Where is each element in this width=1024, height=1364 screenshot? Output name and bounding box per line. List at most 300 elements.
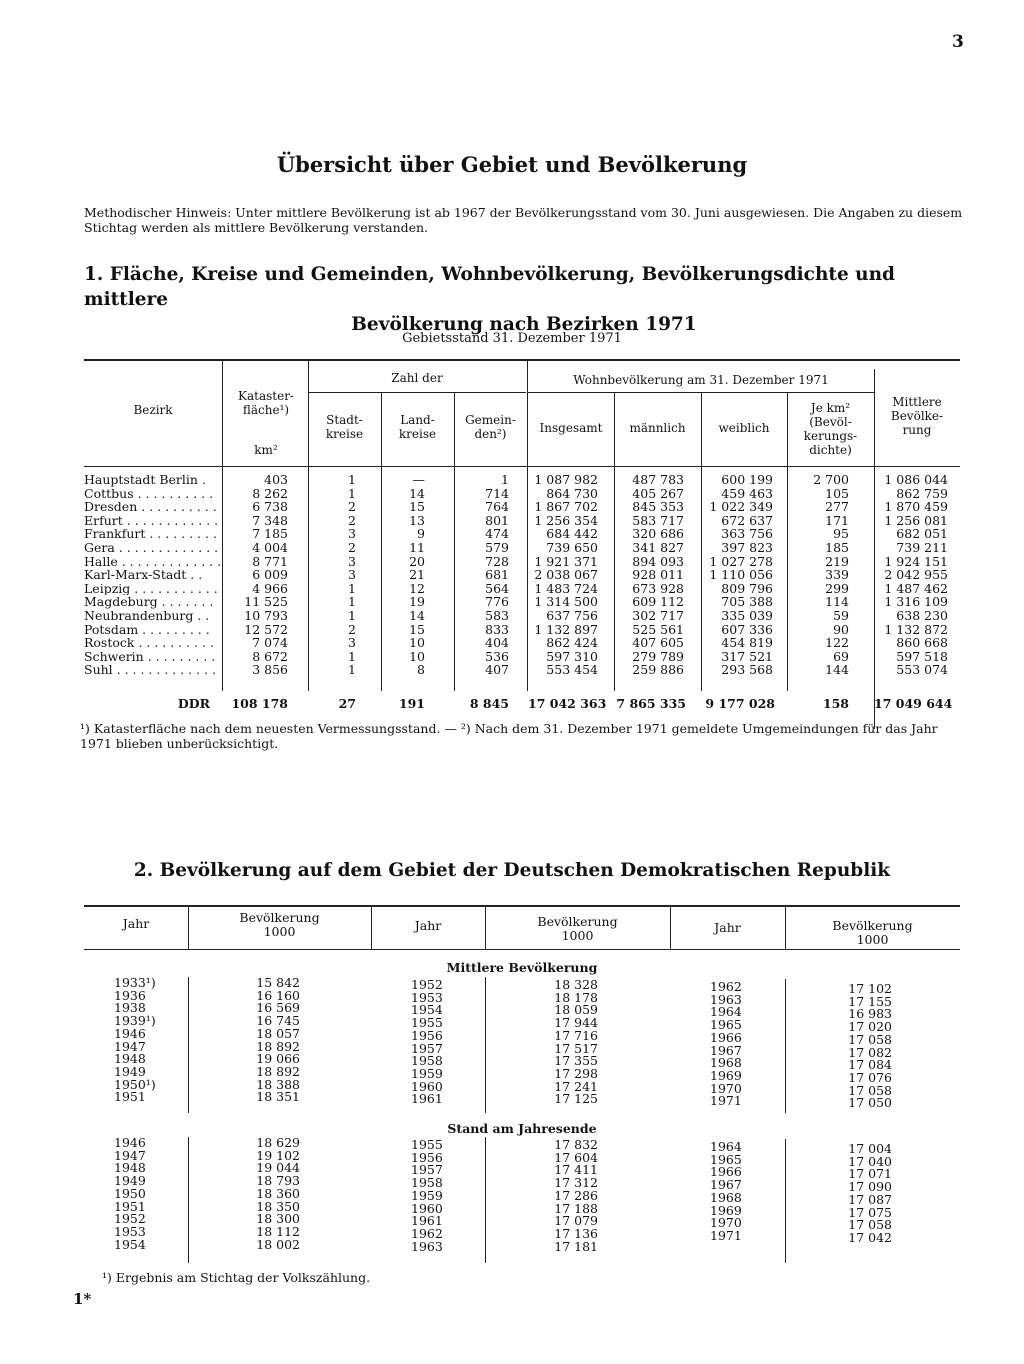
population-cell: 19 044 xyxy=(256,1160,300,1176)
landkreise-cell: — xyxy=(412,472,425,487)
flaeche-cell: 3 856 xyxy=(252,662,288,678)
population-cell: 17 040 xyxy=(848,1153,892,1169)
flaeche-cell: 8 771 xyxy=(252,553,288,569)
year-cell: 1951 xyxy=(114,1089,146,1105)
weiblich-cell: 705 388 xyxy=(721,594,773,610)
mittlere-column xyxy=(874,473,948,677)
insgesamt-cell: 1 256 354 xyxy=(534,512,598,528)
bezirk-cell: Schwerin . . . . . . . . . xyxy=(84,649,216,664)
population-cell: 17 058 xyxy=(848,1217,892,1233)
year-cell: 1957 xyxy=(411,1040,443,1056)
population-cell: 16 160 xyxy=(256,987,300,1003)
population-cell: 16 745 xyxy=(256,1013,300,1029)
bezirk-cell: Leipzig . . . . . . . . . . . xyxy=(84,581,218,596)
table1-zahl-rule xyxy=(308,392,526,393)
table1-footnote: ¹) Katasterfläche nach dem neuesten Vermessungsstand. — ²) Nach dem 31. Dezember 1971 gemeldete Umgemeindungen für das Jahr 1971 blieben unberücksichtigt. xyxy=(80,721,938,751)
population-cell: 17 076 xyxy=(848,1069,892,1085)
insgesamt-cell: 553 454 xyxy=(546,662,598,678)
year-cell: 1967 xyxy=(710,1177,742,1193)
population-cell: 17 716 xyxy=(554,1027,598,1043)
total-mittlere: 17 049 644 xyxy=(874,696,953,711)
insgesamt-cell: 1 921 371 xyxy=(534,553,598,569)
stadtkreise-column xyxy=(308,473,356,677)
total-flaeche: 108 178 xyxy=(231,696,288,711)
t2-header-pop: Bevölkerung 1000 xyxy=(537,914,618,943)
year-cell: 1954 xyxy=(411,1002,443,1018)
table1-heading xyxy=(84,262,964,337)
year-cell: 1961 xyxy=(411,1091,443,1107)
dichte-cell: 59 xyxy=(833,607,849,623)
maennlich-cell: 928 011 xyxy=(632,567,684,583)
table2-top-rule xyxy=(84,905,960,907)
t2-header-year: Jahr xyxy=(414,918,442,933)
insgesamt-cell: 864 730 xyxy=(546,485,598,501)
mittlere-cell: 1 487 462 xyxy=(884,580,948,596)
population-cell: 17 084 xyxy=(848,1057,892,1073)
bezirk-cell: Potsdam . . . . . . . . . xyxy=(84,622,210,637)
population-cell: 17 604 xyxy=(554,1149,598,1165)
year-cell: 1946 xyxy=(114,1025,146,1041)
population-cell: 17 241 xyxy=(554,1078,598,1094)
mittlere-cell: 553 074 xyxy=(896,662,948,678)
year-cell: 1956 xyxy=(411,1149,443,1165)
year-cell: 1968 xyxy=(710,1055,742,1071)
header-wohnbevoelkerung: Wohnbevölkerung am 31. Dezember 1971 xyxy=(573,373,829,387)
method-note: Methodischer Hinweis: Unter mittlere Bevölkerung ist ab 1967 der Bevölkerungsstand vom 30. Juni ausgewiesen. Die Angaben zu diesem Stichtag werden als mittlere Bevölkerung verstanden. xyxy=(84,205,963,235)
stadtkreise-cell: 3 xyxy=(348,635,356,651)
landkreise-cell: 14 xyxy=(409,607,425,623)
population-cell: 18 388 xyxy=(256,1076,300,1092)
year-cell: 1958 xyxy=(411,1175,443,1191)
mittlere-cell: 1 924 151 xyxy=(884,553,948,569)
table2-header-rule xyxy=(84,949,960,950)
year-cell: 1936 xyxy=(114,987,146,1003)
landkreise-cell: 11 xyxy=(409,539,425,555)
dichte-cell: 122 xyxy=(825,635,849,651)
stadtkreise-cell: 1 xyxy=(348,580,356,596)
population-cell: 17 058 xyxy=(848,1082,892,1098)
weiblich-cell: 335 039 xyxy=(721,607,773,623)
year-cell: 1933¹) xyxy=(114,975,156,990)
dichte-cell: 2 700 xyxy=(813,472,849,487)
population-cell: 18 892 xyxy=(256,1038,300,1054)
year-cell: 1962 xyxy=(411,1225,443,1241)
year-cell: 1962 xyxy=(710,979,742,994)
header-bezirk: Bezirk xyxy=(133,403,173,417)
landkreise-cell: 15 xyxy=(409,499,425,515)
mittlere-cell: 860 668 xyxy=(896,635,948,651)
mittlere-cell: 682 051 xyxy=(896,526,948,542)
maennlich-cell: 407 605 xyxy=(632,635,684,651)
bezirk-cell: Erfurt . . . . . . . . . . . . xyxy=(84,513,219,528)
population-cell: 19 102 xyxy=(256,1147,300,1163)
stadtkreise-cell: 2 xyxy=(348,621,356,637)
section-stand: Stand am Jahresende xyxy=(447,1121,597,1136)
population-cell: 18 057 xyxy=(256,1025,300,1041)
maennlich-cell: 673 928 xyxy=(632,580,684,596)
flaeche-cell: 10 793 xyxy=(244,607,288,623)
year-cell: 1967 xyxy=(710,1042,742,1058)
weiblich-cell: 317 521 xyxy=(721,648,773,664)
stadtkreise-cell: 3 xyxy=(348,553,356,569)
flaeche-cell: 6 009 xyxy=(252,567,288,583)
mittlere-cell: 2 042 955 xyxy=(884,567,948,583)
stadtkreise-cell: 3 xyxy=(348,567,356,583)
year-cell: 1971 xyxy=(710,1227,742,1243)
header-zahl-der: Zahl der xyxy=(391,371,443,385)
population-cell: 17 411 xyxy=(554,1162,598,1178)
population-cell: 17 082 xyxy=(848,1044,892,1060)
stand-years-col3 xyxy=(710,1141,742,1243)
gemeinden-cell: 681 xyxy=(485,567,509,583)
total-insgesamt: 17 042 363 xyxy=(528,696,607,711)
mittlere-cell: 739 211 xyxy=(896,539,948,555)
stand-years-col2 xyxy=(411,1139,443,1253)
landkreise-cell: 19 xyxy=(409,594,425,610)
landkreise-cell: 21 xyxy=(409,567,425,583)
bezirk-cell: Rostock . . . . . . . . . . xyxy=(84,636,214,650)
weiblich-cell: 459 463 xyxy=(721,485,773,501)
mittlere-cell: 1 256 081 xyxy=(884,512,948,528)
insgesamt-cell: 1 087 982 xyxy=(534,472,598,487)
flaeche-cell: 8 672 xyxy=(252,648,288,664)
population-cell: 16 983 xyxy=(848,1006,892,1022)
bezirk-cell: Cottbus . . . . . . . . . . xyxy=(84,486,214,501)
year-cell: 1938 xyxy=(114,1000,146,1016)
stand-values-col3 xyxy=(828,1143,892,1245)
population-cell: 18 059 xyxy=(554,1002,598,1018)
year-cell: 1952 xyxy=(411,977,443,992)
stand-values-col2 xyxy=(534,1139,598,1253)
flaeche-cell: 4 966 xyxy=(252,580,288,596)
gemeinden-column xyxy=(454,473,509,677)
total-dichte: 158 xyxy=(822,696,849,711)
maennlich-cell: 302 717 xyxy=(632,607,684,623)
year-cell: 1966 xyxy=(710,1164,742,1180)
year-cell: 1952 xyxy=(114,1211,146,1227)
table2-footnote: ¹) Ergebnis am Stichtag der Volkszählung. xyxy=(102,1270,371,1285)
table1 xyxy=(84,359,960,717)
landkreise-cell: 9 xyxy=(417,526,425,542)
maennlich-cell: 583 717 xyxy=(632,512,684,528)
flaeche-cell: 7 348 xyxy=(252,512,288,528)
year-cell: 1970 xyxy=(710,1215,742,1231)
flaeche-cell: 7 074 xyxy=(252,635,288,651)
population-cell: 17 075 xyxy=(848,1204,892,1220)
dichte-cell: 339 xyxy=(825,567,849,583)
gemeinden-cell: 776 xyxy=(485,594,509,610)
dichte-cell: 185 xyxy=(825,539,849,555)
maennlich-cell: 525 561 xyxy=(632,621,684,637)
population-cell: 18 002 xyxy=(256,1236,300,1252)
gemeinden-cell: 728 xyxy=(485,553,509,569)
landkreise-column xyxy=(381,473,425,677)
bezirk-cell: Dresden . . . . . . . . . . xyxy=(84,500,217,514)
mittlere-cell: 1 316 109 xyxy=(884,594,948,610)
t2-header-pop: Bevölkerung 1000 xyxy=(239,910,320,939)
maennlich-cell: 341 827 xyxy=(632,539,684,555)
landkreise-cell: 13 xyxy=(409,512,425,528)
year-cell: 1964 xyxy=(710,1004,742,1020)
stand-years-col1 xyxy=(114,1137,146,1251)
signature-mark: 1* xyxy=(73,1290,92,1308)
gemeinden-cell: 833 xyxy=(485,621,509,637)
mittlere-cell: 638 230 xyxy=(896,607,948,623)
table1-heading-line1: 1. Fläche, Kreise und Gemeinden, Wohnbevölkerung, Bevölkerungsdichte und mittlere xyxy=(84,264,895,310)
total-maennlich: 7 865 335 xyxy=(616,696,686,711)
gemeinden-cell: 536 xyxy=(485,648,509,664)
bezirk-cell: Frankfurt . . . . . . . . . xyxy=(84,527,217,541)
year-cell: 1951 xyxy=(114,1198,146,1214)
insgesamt-cell: 1 483 724 xyxy=(534,580,598,596)
landkreise-cell: 14 xyxy=(409,485,425,501)
insgesamt-cell: 862 424 xyxy=(546,635,598,651)
year-cell: 1966 xyxy=(710,1029,742,1045)
weiblich-cell: 363 756 xyxy=(721,526,773,542)
year-cell: 1950 xyxy=(114,1185,146,1201)
dichte-cell: 299 xyxy=(825,580,849,596)
population-cell: 18 300 xyxy=(256,1211,300,1227)
population-cell: 17 286 xyxy=(554,1187,598,1203)
total-gem: 8 845 xyxy=(469,696,509,711)
gemeinden-cell: 714 xyxy=(485,485,509,501)
table2-vline xyxy=(785,979,786,1113)
maennlich-cell: 609 112 xyxy=(632,594,684,610)
maennlich-cell: 845 353 xyxy=(632,499,684,515)
bezirk-cell: Magdeburg . . . . . . . xyxy=(84,595,214,609)
table2-vline xyxy=(485,1137,486,1263)
population-cell: 17 517 xyxy=(554,1040,598,1056)
population-cell: 17 004 xyxy=(848,1141,892,1156)
weiblich-cell: 1 027 278 xyxy=(709,553,773,569)
mittlere-cell: 1 132 872 xyxy=(884,621,948,637)
mittlere-values-col1 xyxy=(234,977,300,1104)
population-cell: 17 312 xyxy=(554,1175,598,1191)
population-cell: 17 125 xyxy=(554,1091,598,1107)
weiblich-cell: 1 110 056 xyxy=(709,567,773,583)
stadtkreise-cell: 2 xyxy=(348,539,356,555)
table2-vline xyxy=(785,1139,786,1263)
weiblich-column xyxy=(701,473,773,677)
table2-vline xyxy=(188,977,189,1113)
mittlere-cell: 1 086 044 xyxy=(884,472,948,487)
weiblich-cell: 672 637 xyxy=(721,512,773,528)
table1-heading-line2: Bevölkerung nach Bezirken 1971 xyxy=(351,314,697,335)
dichte-cell: 90 xyxy=(833,621,849,637)
mittlere-cell: 597 518 xyxy=(896,648,948,664)
mittlere-cell: 1 870 459 xyxy=(884,499,948,515)
year-cell: 1955 xyxy=(411,1015,443,1031)
gemeinden-cell: 564 xyxy=(485,580,509,596)
weiblich-cell: 809 796 xyxy=(721,580,773,596)
weiblich-cell: 454 819 xyxy=(721,635,773,651)
header-kataster: Kataster- fläche¹) xyxy=(238,389,294,417)
maennlich-cell: 259 886 xyxy=(632,662,684,678)
year-cell: 1948 xyxy=(114,1051,146,1067)
population-cell: 17 087 xyxy=(848,1191,892,1207)
year-cell: 1955 xyxy=(411,1137,443,1152)
year-cell: 1968 xyxy=(710,1189,742,1205)
insgesamt-cell: 684 442 xyxy=(546,526,598,542)
t2-header-year: Jahr xyxy=(122,916,150,931)
insgesamt-cell: 1 314 500 xyxy=(534,594,598,610)
weiblich-cell: 1 022 349 xyxy=(709,499,773,515)
population-cell: 16 569 xyxy=(256,1000,300,1016)
gemeinden-cell: 1 xyxy=(501,472,509,487)
mittlere-values-col3 xyxy=(828,983,892,1110)
stand-values-col1 xyxy=(234,1137,300,1251)
header-maennlich: männlich xyxy=(629,421,686,435)
population-cell: 18 351 xyxy=(256,1089,300,1105)
population-cell: 18 328 xyxy=(554,977,598,992)
maennlich-column xyxy=(614,473,684,677)
insgesamt-cell: 637 756 xyxy=(546,607,598,623)
bezirk-cell: Neubrandenburg . . xyxy=(84,608,210,623)
population-cell: 17 181 xyxy=(554,1238,598,1254)
mittlere-years-col2 xyxy=(411,979,443,1106)
header-weiblich: weiblich xyxy=(718,421,770,435)
population-cell: 17 050 xyxy=(848,1095,892,1111)
mittlere-cell: 862 759 xyxy=(896,485,948,501)
insgesamt-cell: 739 650 xyxy=(546,539,598,555)
table2-heading: 2. Bevölkerung auf dem Gebiet der Deutschen Demokratischen Republik xyxy=(133,860,891,881)
dichte-cell: 95 xyxy=(833,526,849,542)
landkreise-cell: 10 xyxy=(409,648,425,664)
year-cell: 1950¹) xyxy=(114,1076,156,1092)
gemeinden-cell: 407 xyxy=(485,662,509,678)
population-cell: 17 042 xyxy=(848,1229,892,1245)
year-cell: 1939¹) xyxy=(114,1013,156,1029)
population-cell: 18 892 xyxy=(256,1063,300,1079)
insgesamt-cell: 597 310 xyxy=(546,648,598,664)
population-cell: 15 842 xyxy=(256,975,300,990)
weiblich-cell: 607 336 xyxy=(721,621,773,637)
population-cell: 17 090 xyxy=(848,1179,892,1195)
population-cell: 17 298 xyxy=(554,1065,598,1081)
population-cell: 18 629 xyxy=(256,1135,300,1150)
population-cell: 18 793 xyxy=(256,1173,300,1189)
population-cell: 18 178 xyxy=(554,989,598,1005)
year-cell: 1969 xyxy=(710,1067,742,1083)
page-title: Übersicht über Gebiet und Bevölkerung xyxy=(276,152,748,177)
flaeche-cell: 403 xyxy=(264,472,288,487)
stadtkreise-cell: 1 xyxy=(348,607,356,623)
header-landkreise: Land- kreise xyxy=(398,413,437,441)
year-cell: 1971 xyxy=(710,1093,742,1109)
landkreise-cell: 15 xyxy=(409,621,425,637)
dichte-cell: 69 xyxy=(833,648,849,664)
population-cell: 18 112 xyxy=(256,1223,300,1239)
bezirk-cell: Gera . . . . . . . . . . . . . xyxy=(84,540,219,555)
total-land: 191 xyxy=(398,696,425,711)
stadtkreise-cell: 3 xyxy=(348,526,356,542)
insgesamt-cell: 1 867 702 xyxy=(534,499,598,515)
population-cell: 17 944 xyxy=(554,1015,598,1031)
landkreise-cell: 12 xyxy=(409,580,425,596)
population-cell: 17 355 xyxy=(554,1053,598,1069)
population-cell: 17 188 xyxy=(554,1200,598,1216)
header-gemeinden: Gemein- den²) xyxy=(465,413,516,441)
population-cell: 18 360 xyxy=(256,1185,300,1201)
gemeinden-cell: 404 xyxy=(485,635,509,651)
year-cell: 1963 xyxy=(710,991,742,1007)
year-cell: 1949 xyxy=(114,1063,146,1079)
header-stadtkreise: Stadt- kreise xyxy=(325,413,364,441)
bezirk-cell: Hauptstadt Berlin . xyxy=(84,473,206,487)
maennlich-cell: 405 267 xyxy=(632,485,684,501)
flaeche-column xyxy=(224,473,288,677)
gemeinden-cell: 579 xyxy=(485,539,509,555)
maennlich-cell: 894 093 xyxy=(632,553,684,569)
year-cell: 1964 xyxy=(710,1139,742,1154)
flaeche-cell: 11 525 xyxy=(244,594,288,610)
population-cell: 17 071 xyxy=(848,1166,892,1182)
stadtkreise-cell: 1 xyxy=(348,485,356,501)
stadtkreise-cell: 1 xyxy=(348,648,356,664)
weiblich-cell: 397 823 xyxy=(721,539,773,555)
population-cell: 17 079 xyxy=(554,1213,598,1229)
year-cell: 1960 xyxy=(411,1078,443,1094)
year-cell: 1954 xyxy=(114,1236,146,1252)
year-cell: 1953 xyxy=(114,1223,146,1239)
population-cell: 17 058 xyxy=(848,1031,892,1047)
t2-header-year: Jahr xyxy=(714,920,741,935)
table1-top-rule xyxy=(84,359,960,361)
year-cell: 1949 xyxy=(114,1173,146,1189)
population-cell: 17 832 xyxy=(554,1137,598,1152)
table1-header-rule xyxy=(84,466,960,467)
year-cell: 1970 xyxy=(710,1080,742,1096)
maennlich-cell: 487 783 xyxy=(632,472,684,487)
weiblich-cell: 600 199 xyxy=(721,472,773,487)
population-cell: 19 066 xyxy=(256,1051,300,1067)
dichte-cell: 277 xyxy=(825,499,849,515)
year-cell: 1953 xyxy=(411,989,443,1005)
landkreise-cell: 20 xyxy=(409,553,425,569)
flaeche-cell: 4 004 xyxy=(252,539,288,555)
mittlere-years-col3 xyxy=(710,981,742,1108)
maennlich-cell: 320 686 xyxy=(632,526,684,542)
bezirk-cell: Halle . . . . . . . . . . . . . xyxy=(84,554,222,569)
population-cell: 17 136 xyxy=(554,1225,598,1241)
stadtkreise-cell: 1 xyxy=(348,594,356,610)
year-cell: 1947 xyxy=(114,1038,146,1054)
year-cell: 1947 xyxy=(114,1147,146,1163)
mittlere-years-col1 xyxy=(114,977,156,1104)
dichte-column xyxy=(787,473,849,677)
year-cell: 1948 xyxy=(114,1160,146,1176)
year-cell: 1956 xyxy=(411,1027,443,1043)
header-mittlere: Mittlere Bevölke- rung xyxy=(890,395,944,437)
total-weiblich: 9 177 028 xyxy=(705,696,775,711)
table2-vline xyxy=(188,1137,189,1263)
weiblich-cell: 293 568 xyxy=(721,662,773,678)
maennlich-cell: 279 789 xyxy=(632,648,684,664)
year-cell: 1946 xyxy=(114,1135,146,1150)
table2-vline xyxy=(485,977,486,1113)
population-cell: 18 350 xyxy=(256,1198,300,1214)
landkreise-cell: 10 xyxy=(409,635,425,651)
population-cell: 17 020 xyxy=(848,1019,892,1035)
total-stadt: 27 xyxy=(338,696,356,711)
flaeche-cell: 8 262 xyxy=(252,485,288,501)
gemeinden-cell: 583 xyxy=(485,607,509,623)
dichte-cell: 171 xyxy=(825,512,849,528)
flaeche-cell: 6 738 xyxy=(252,499,288,515)
header-dichte: Je km² (Bevöl- kerungs- dichte) xyxy=(803,401,858,457)
t2-header-pop: Bevölkerung 1000 xyxy=(832,918,913,947)
bezirk-cell: Karl-Marx-Stadt . . xyxy=(84,568,203,582)
